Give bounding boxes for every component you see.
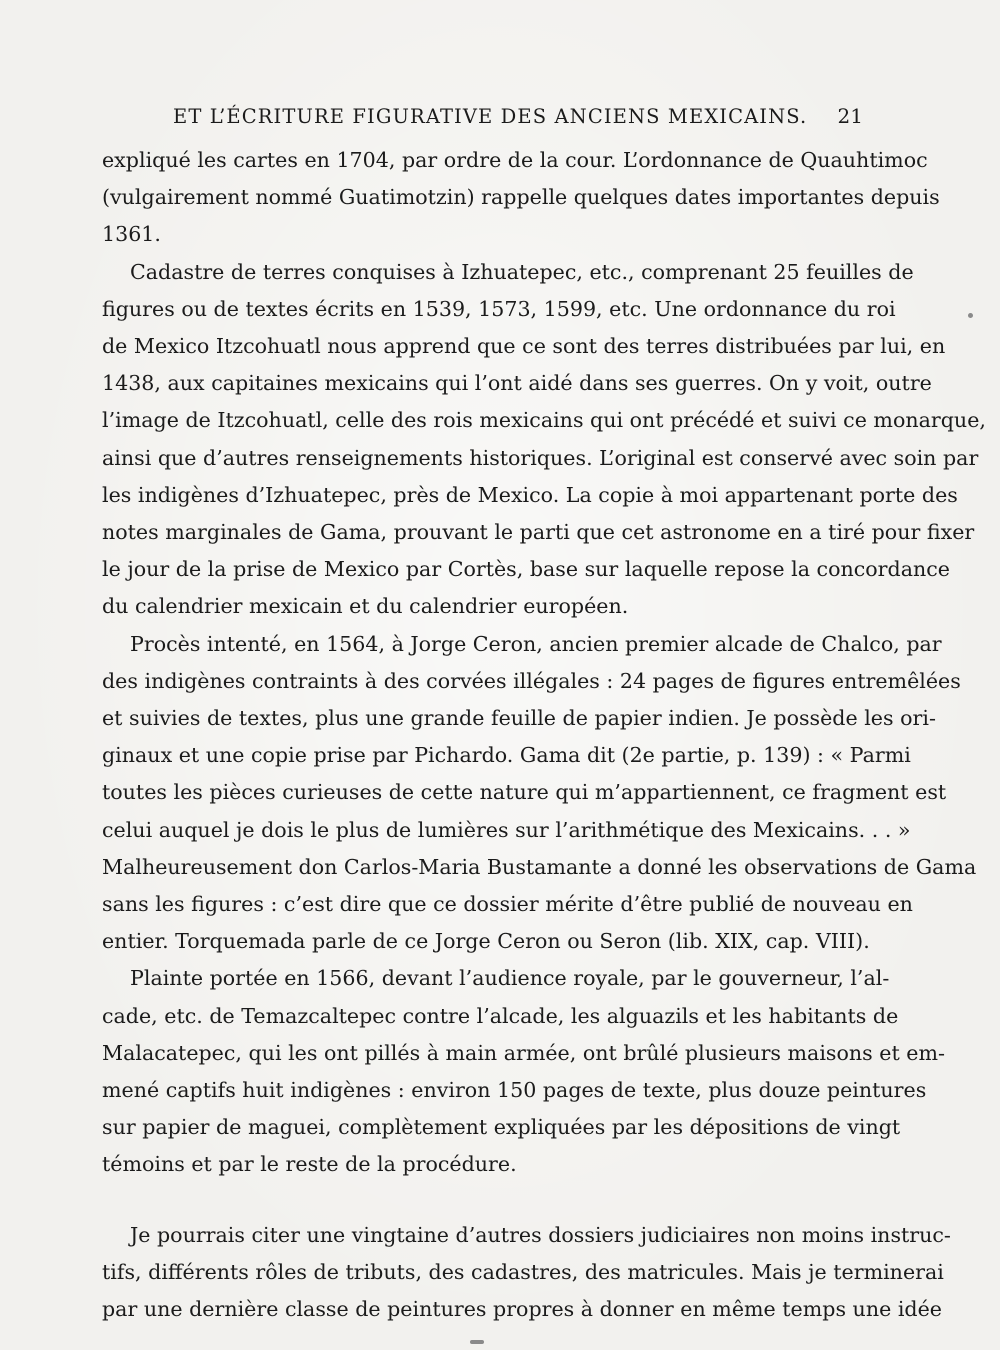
text-line: et suivies de textes, plus une grande feuille de papier indien. Je possède les ori- — [102, 706, 936, 731]
text-line: des indigènes contraints à des corvées illégales : 24 pages de figures entremêlées — [102, 668, 961, 693]
text-line: 1361. — [102, 222, 161, 247]
text-line: l’image de Itzcohuatl, celle des rois mexicains qui ont précédé et suivi ce monarque, — [102, 408, 986, 433]
text-line: Plainte portée en 1566, devant l’audience royale, par le gouverneur, l’al- — [130, 966, 890, 991]
running-title: ET L’ÉCRITURE FIGURATIVE DES ANCIENS MEXICAINS. — [173, 105, 808, 128]
paragraph — [102, 254, 986, 626]
text-line: tifs, différents rôles de tributs, des cadastres, des matricules. Mais je terminerai — [102, 1259, 944, 1284]
paper-speck — [968, 313, 973, 318]
text-line: entier. Torquemada parle de ce Jorge Ceron ou Seron (lib. XIX, cap. VIII). — [102, 929, 870, 954]
text-line: les indigènes d’Izhuatepec, près de Mexico. La copie à moi appartenant porte des — [102, 482, 958, 507]
text-line: cade, etc. de Temazcaltepec contre l’alcade, les alguazils et les habitants de — [102, 1003, 899, 1028]
text-line: notes marginales de Gama, prouvant le parti que cet astronome en a tiré pour fixer — [102, 520, 975, 545]
text-line: Je pourrais citer une vingtaine d’autres dossiers judiciaires non moins instruc- — [130, 1222, 951, 1247]
paragraph — [102, 1217, 951, 1329]
text-line: le jour de la prise de Mexico par Cortès, base sur laquelle repose la concordance — [102, 557, 950, 582]
text-line: toutes les pièces curieuses de cette nature qui m’appartiennent, ce fragment est — [102, 780, 947, 805]
text-line: figures ou de textes écrits en 1539, 1573, 1599, etc. Une ordonnance du roi — [102, 296, 896, 321]
text-line: ginaux et une copie prise par Pichardo. Gama dit (2e partie, p. 139) : « Parmi — [102, 743, 911, 768]
text-line: Malacatepec, qui les ont pillés à main armée, ont brûlé plusieurs maisons et em- — [102, 1040, 945, 1065]
text-line: de Mexico Itzcohuatl nous apprend que ce sont des terres distribuées par lui, en — [102, 334, 946, 359]
running-header — [173, 104, 863, 128]
text-line: sans les figures : c’est dire que ce dossier mérite d’être publié de nouveau en — [102, 892, 913, 917]
text-line: mené captifs huit indigènes : environ 150 pages de texte, plus douze peintures — [102, 1078, 927, 1103]
text-line: Procès intenté, en 1564, à Jorge Ceron, ancien premier alcade de Chalco, par — [130, 631, 942, 656]
text-line: (vulgairement nommé Guatimotzin) rappelle quelques dates importantes depuis — [102, 185, 940, 210]
text-line: témoins et par le reste de la procédure. — [102, 1152, 517, 1177]
text-line: sur papier de maguei, complètement expliquées par les dépositions de vingt — [102, 1115, 901, 1140]
paragraph — [102, 142, 940, 254]
text-line: 1438, aux capitaines mexicains qui l’ont aidé dans ses guerres. On y voit, outre — [102, 371, 932, 396]
section-gap — [102, 1184, 864, 1217]
paper-speck — [470, 1340, 484, 1344]
paragraph — [102, 626, 977, 961]
text-line: par une dernière classe de peintures propres à donner en même temps une idée — [102, 1297, 942, 1322]
text-line: celui auquel je dois le plus de lumières sur l’arithmétique des Mexicains. . . » — [102, 817, 911, 842]
text-line: Malheureusement don Carlos-Maria Bustamante a donné les observations de Gama — [102, 854, 977, 879]
page-body — [102, 142, 986, 1328]
text-line: ainsi que d’autres renseignements historiques. L’original est conservé avec soin par — [102, 445, 979, 470]
text-line: du calendrier mexicain et du calendrier européen. — [102, 594, 629, 619]
paragraph — [102, 960, 945, 1183]
page-number: 21 — [837, 104, 863, 128]
text-line: expliqué les cartes en 1704, par ordre de la cour. L’ordonnance de Quauhtimoc — [102, 148, 928, 172]
text-line: Cadastre de terres conquises à Izhuatepec, etc., comprenant 25 feuilles de — [130, 259, 914, 284]
